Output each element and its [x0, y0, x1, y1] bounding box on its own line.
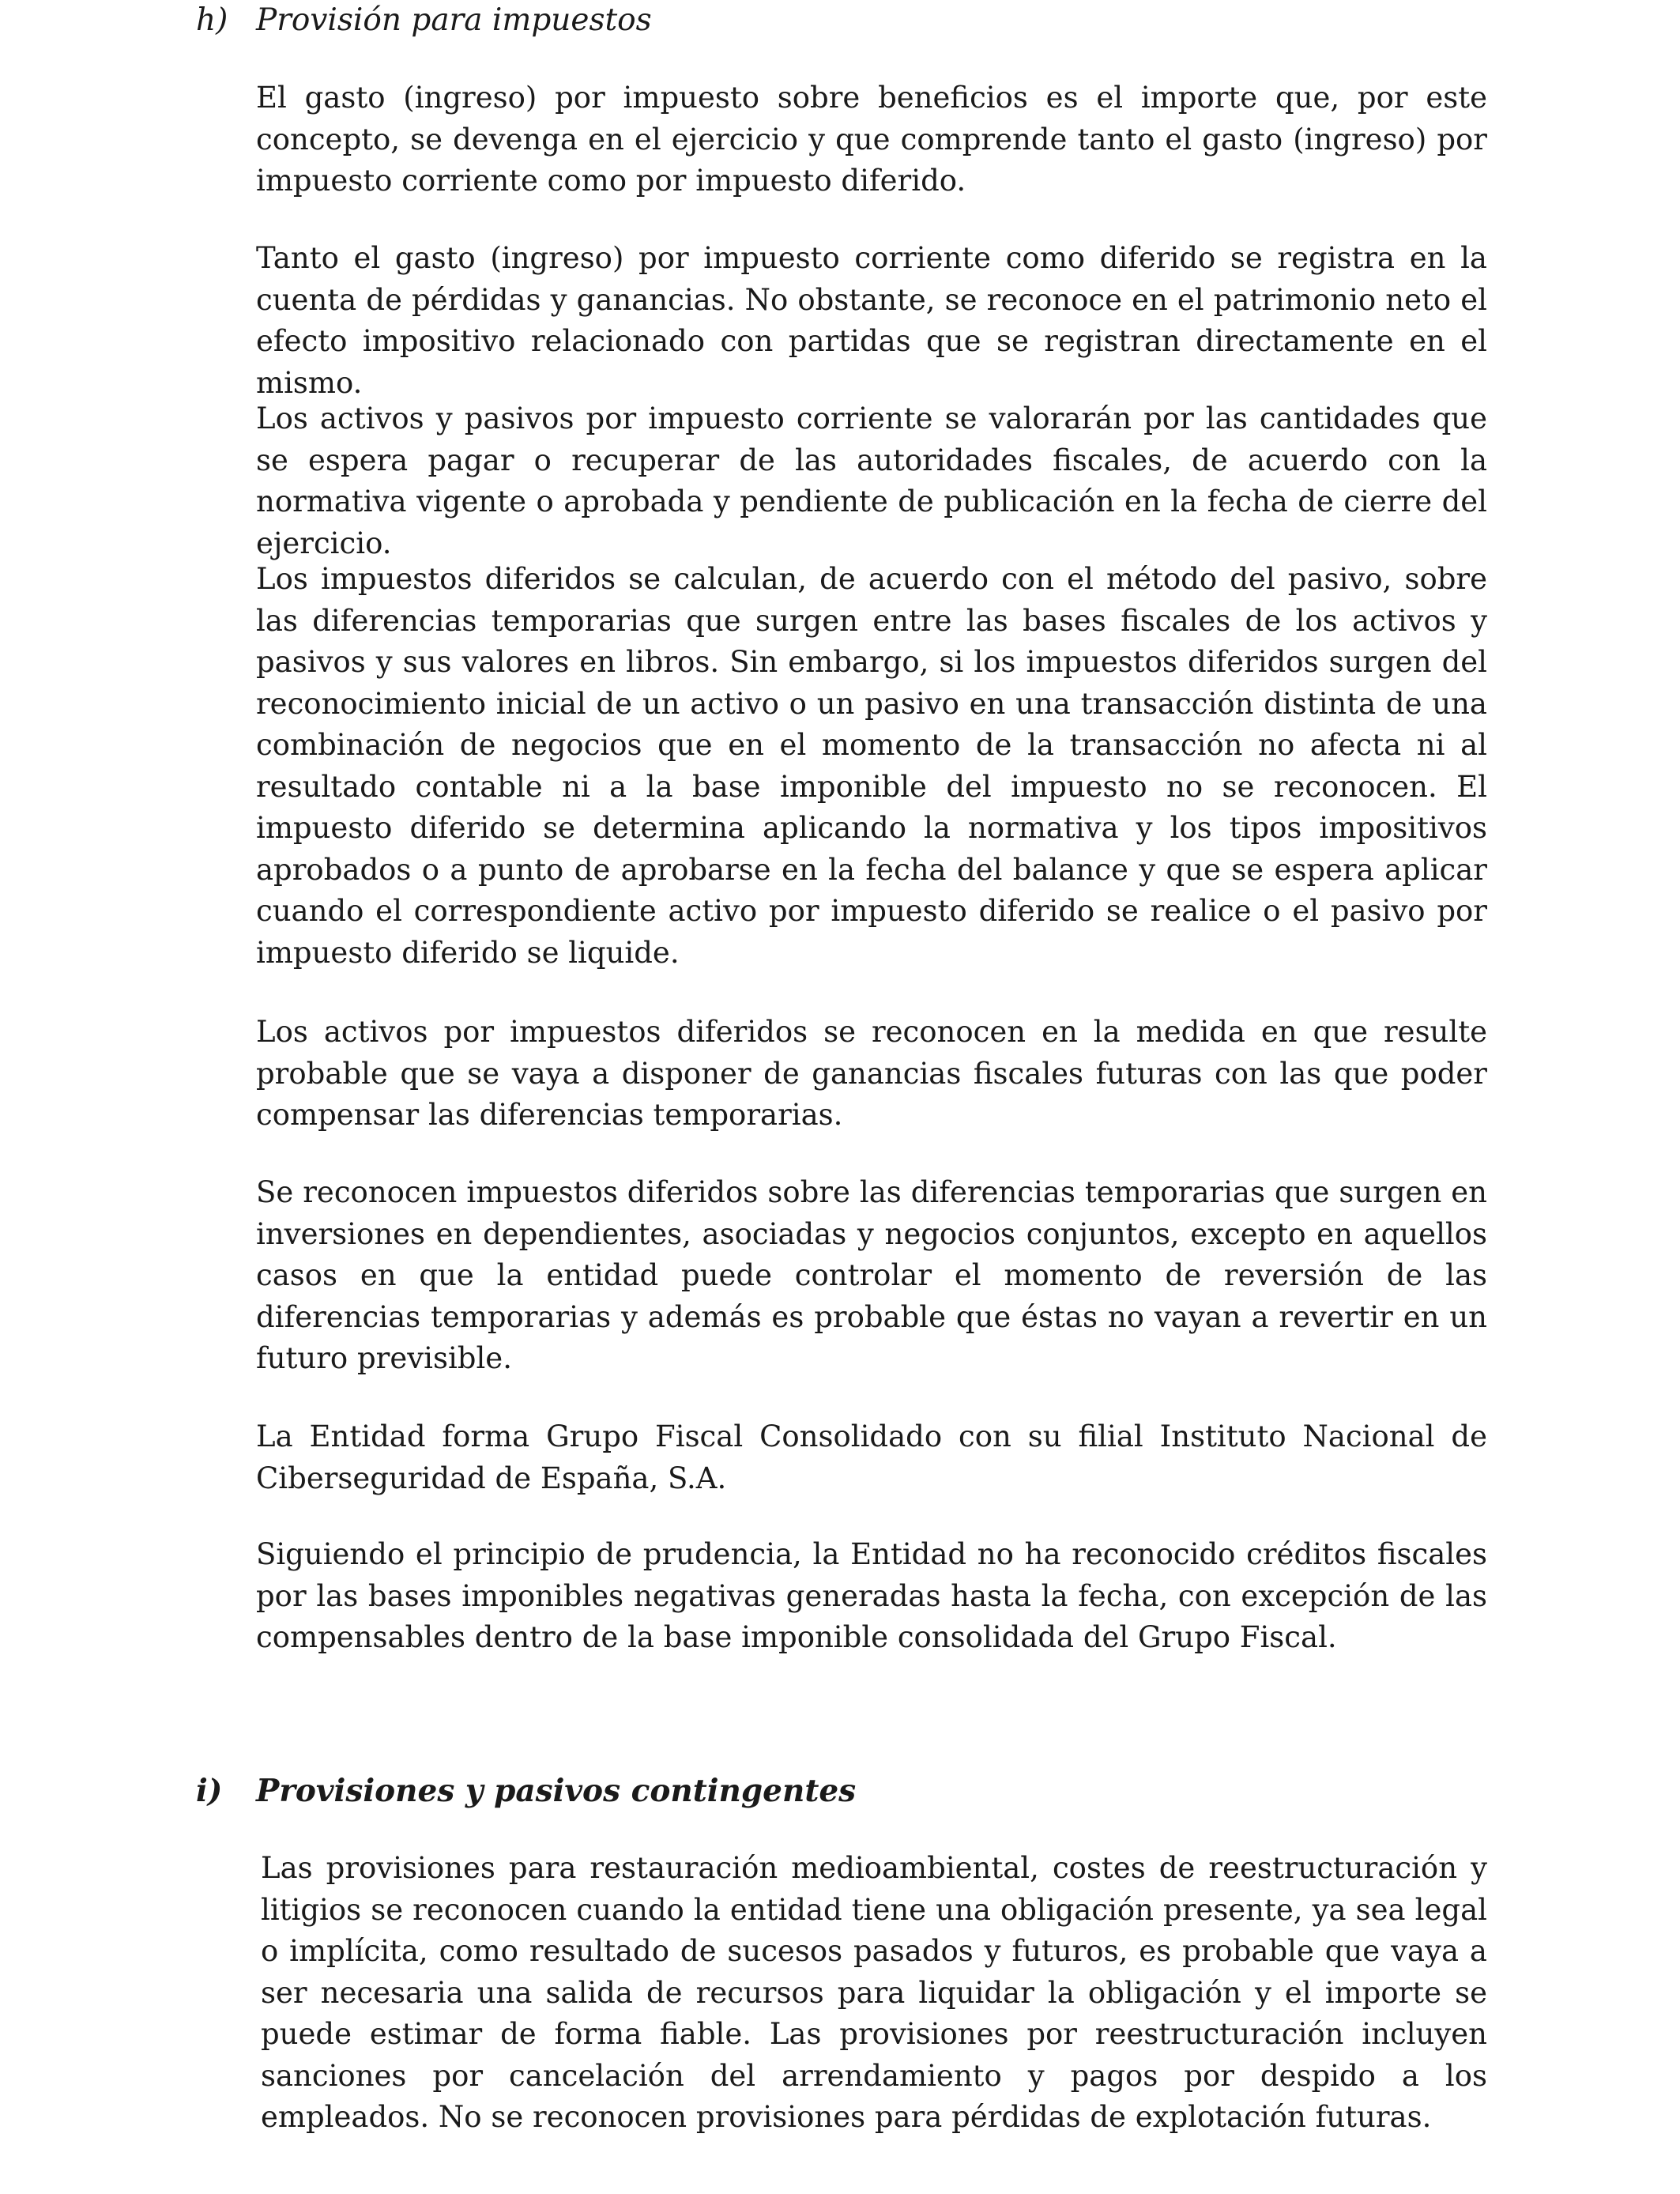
section-h-paragraph-3: Los activos y pasivos por impuesto corriente se valorarán por las cantidades que se espera pagar o recuperar de las autoridades fiscales, de acuerdo con la normativa vigente o aprobada y pendiente de publicación en la fecha de cierre del ejercicio.: [256, 401, 1487, 560]
section-h-paragraph-5: Los activos por impuestos diferidos se reconocen en la medida en que resulte probable que se vaya a disponer de ganancias fiscales futuras con las que poder compensar las diferencias temporarias.: [256, 1015, 1487, 1132]
section-i-paragraph-1: Las provisiones para restauración medioambiental, costes de reestructuración y litigios se reconocen cuando la entidad tiene una obligación presente, ya sea legal o implícita, como resultado de sucesos pasados y futuros, es probable que vaya a ser necesaria una salida de recursos para liquidar la obligación y el importe se puede estimar de forma fiable. Las provisiones por reestructuración incluyen sanciones por cancelación del arrendamiento y pagos por despido a los empleados. No se reconocen provisiones para pérdidas de explotación futuras.: [261, 1851, 1487, 2134]
section-h-paragraph-2: Tanto el gasto (ingreso) por impuesto corriente como diferido se registra en la cuenta de pérdidas y ganancias. No obstante, se reconoce en el patrimonio neto el efecto impositivo relacionado con partidas que se registran directamente en el mismo.: [256, 241, 1487, 400]
section-h-paragraph-1: El gasto (ingreso) por impuesto sobre beneficios es el importe que, por este concepto, se devenga en el ejercicio y que comprende tanto el gasto (ingreso) por impuesto corriente como por impuesto diferido.: [256, 81, 1487, 198]
section-h-heading: [196, 0, 652, 41]
section-i-letter: i): [196, 1773, 223, 1809]
section-h-paragraph-7: La Entidad forma Grupo Fiscal Consolidado con su filial Instituto Nacional de Ciberseguridad de España, S.A.: [256, 1419, 1487, 1495]
section-h-paragraph-6: Se reconocen impuestos diferidos sobre las diferencias temporarias que surgen en inversiones en dependientes, asociadas y negocios conjuntos, excepto en aquellos casos en que la entidad puede controlar el momento de reversión de las diferencias temporarias y además es probable que éstas no vayan a revertir en un futuro previsible.: [256, 1175, 1487, 1375]
section-i-heading: [196, 1770, 856, 1811]
section-i-title: Provisiones y pasivos contingentes: [256, 1773, 857, 1809]
section-h-letter: h): [196, 2, 228, 38]
section-h-paragraph-4: Los impuestos diferidos se calculan, de acuerdo con el método del pasivo, sobre las diferencias temporarias que surgen entre las bases fiscales de los activos y pasivos y sus valores en libros. Sin embargo, si los impuestos diferidos surgen del reconocimiento inicial de un activo o un pasivo en una transacción distinta de una combinación de negocios que en el momento de la transacción no afecta ni al resultado contable ni a la base imponible del impuesto no se reconocen. El impuesto diferido se determina aplicando la normativa y los tipos impositivos aprobados o a punto de aprobarse en la fecha del balance y que se espera aplicar cuando el correspondiente activo por impuesto diferido se realice o el pasivo por impuesto diferido se liquide.: [256, 562, 1487, 970]
section-h-paragraph-8: Siguiendo el principio de prudencia, la Entidad no ha reconocido créditos fiscales por las bases imponibles negativas generadas hasta la fecha, con excepción de las compensables dentro de la base imponible consolidada del Grupo Fiscal.: [256, 1537, 1487, 1654]
section-h-title: Provisión para impuestos: [256, 2, 652, 38]
